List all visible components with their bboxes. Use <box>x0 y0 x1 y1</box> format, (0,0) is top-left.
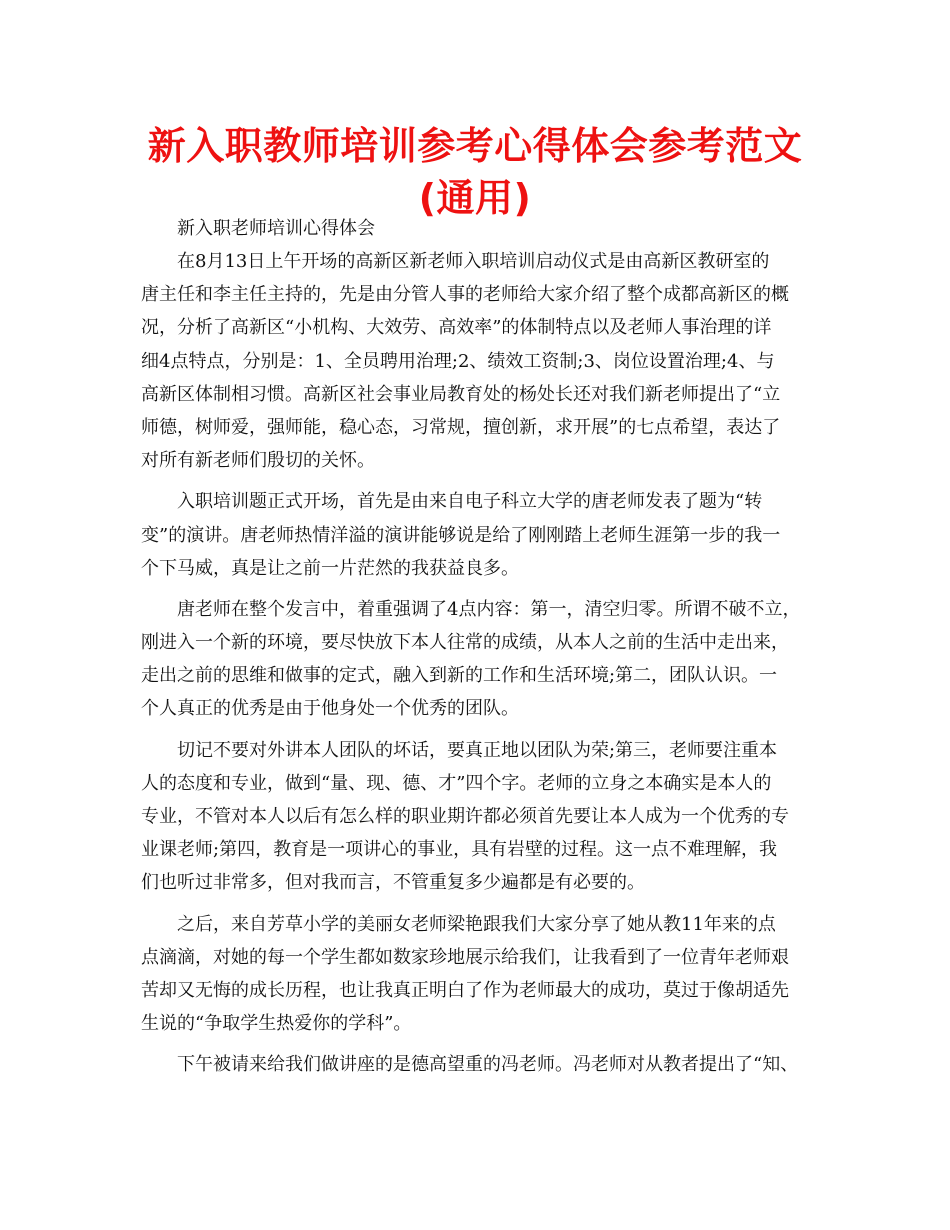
document-body <box>141 212 825 1090</box>
document-title-line-1: 新入职教师培训参考心得体会参考范文 <box>147 124 803 168</box>
paragraph-line: 入职培训题正式开场，首先是由来自电子科立大学的唐老师发表了题为“转 <box>177 491 763 513</box>
paragraph-line: 业课老师;第四，教育是一项讲心的事业，具有岩壁的过程。这一点不难理解，我 <box>141 839 778 861</box>
paragraph-line: 师德，树师爱，强师能，稳心态，习常规，擅创新，求开展”的七点希望，表达了 <box>141 416 781 438</box>
paragraph-line: 之后，来自芳草小学的美丽女老师梁艳跟我们大家分享了她从教11年来的点 <box>177 913 776 935</box>
body-paragraph <box>141 734 825 900</box>
paragraph-line: 点滴滴，对她的每一个学生都如数家珍地展示给我们，让我看到了一位青年老师艰 <box>141 946 789 968</box>
paragraph-line: 走出之前的思维和做事的定式，融入到新的工作和生活环境;第二，团队认识。一 <box>141 665 778 687</box>
body-paragraph <box>141 1048 825 1081</box>
paragraph-line: 细4点特点，分别是：1、全员聘用治理;2、绩效工资制;3、岗位设置治理;4、与 <box>141 350 775 372</box>
body-paragraph <box>141 245 825 477</box>
paragraph-line: 唐主任和李主任主持的，先是由分管人事的老师给大家介绍了整个成都高新区的概 <box>141 284 789 306</box>
document-subtitle: 新入职老师培训心得体会 <box>177 218 375 239</box>
paragraph-line: 况，分析了高新区“小机构、大效劳、高效率”的体制特点以及老师人事治理的详 <box>141 317 772 339</box>
paragraph-list <box>141 245 825 1082</box>
paragraph-line: 专业，不管对本人以后有怎么样的职业期许都必须首先要让本人成为一个优秀的专 <box>141 806 789 827</box>
paragraph-line: 个人真正的优秀是由于他身处一个优秀的团队。 <box>141 698 519 720</box>
paragraph-line: 刚进入一个新的环境，要尽快放下本人往常的成绩，从本人之前的生活中走出来， <box>141 632 789 654</box>
paragraph-line: 高新区体制相习惯。高新区社会事业局教育处的杨处长还对我们新老师提出了“立 <box>141 383 781 405</box>
paragraph-line: 们也听过非常多，但对我而言，不管重复多少遍都是有必要的。 <box>141 872 645 894</box>
paragraph-line: 在8月13日上午开场的高新区新老师入职培训启动仪式是由高新区教研室的 <box>177 251 770 272</box>
paragraph-line: 切记不要对外讲本人团队的坏话，要真正地以团队为荣;第三，老师要注重本 <box>177 739 778 761</box>
paragraph-line: 人的态度和专业，做到“量、现、德、才”四个字。老师的立身之本确实是本人的 <box>141 772 772 794</box>
paragraph-line: 对所有新老师们殷切的关怀。 <box>141 450 375 472</box>
body-paragraph <box>141 593 825 726</box>
paragraph-line: 唐老师在整个发言中，着重强调了4点内容：第一，清空归零。所谓不破不立， <box>177 598 801 620</box>
paragraph-line: 个下马威，真是让之前一片茫然的我获益良多。 <box>141 557 519 579</box>
body-paragraph <box>141 485 825 585</box>
paragraph-line: 生说的“争取学生热爱你的学科”。 <box>141 1013 412 1035</box>
paragraph-line: 下午被请来给我们做讲座的是德高望重的冯老师。冯老师对从教者提出了“知、 <box>177 1054 799 1076</box>
paragraph-line: 变”的演讲。唐老师热情洋溢的演讲能够说是给了刚刚踏上老师生涯第一步的我一 <box>141 524 781 546</box>
paragraph-line: 苦却又无悔的成长历程，也让我真正明白了作为老师最大的成功，莫过于像胡适先 <box>141 979 789 1001</box>
document-title-line-2: (通用) <box>418 176 532 220</box>
body-paragraph <box>141 908 825 1041</box>
